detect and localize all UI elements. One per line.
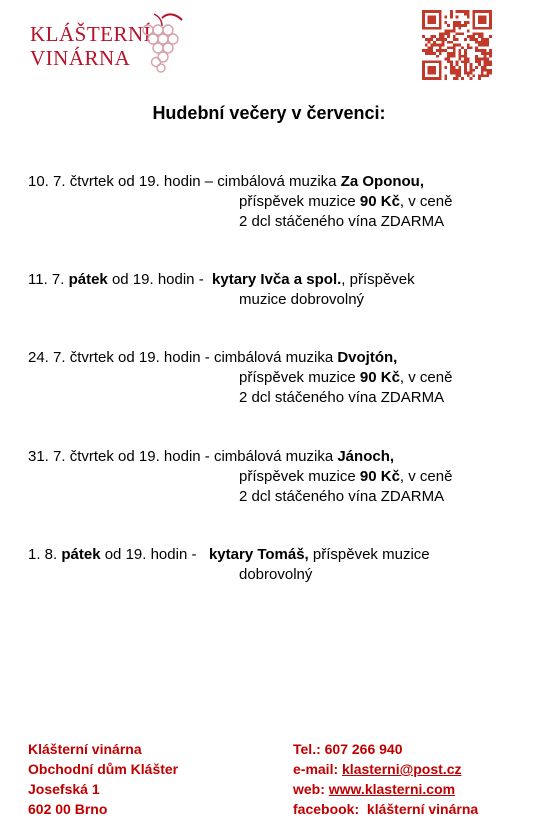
event-time: od 19. hodin - cimbálová muzika	[113, 349, 338, 366]
event-text: , v ceně	[399, 193, 453, 210]
event-price: 90 Kč	[359, 369, 400, 386]
event-line	[28, 447, 452, 467]
event-time: od 19. hodin - cimbálová muzika	[113, 448, 338, 465]
event-day: pátek	[61, 546, 101, 563]
event-band: kytary Tomáš,	[208, 546, 309, 563]
logo-text-line1: KLÁŠTERNÍ	[30, 22, 152, 46]
page-title: Hudební večery v červenci:	[152, 103, 386, 123]
email-row	[293, 759, 478, 779]
event-item	[28, 270, 415, 310]
event-item	[28, 447, 452, 507]
event-date: 1. 8.	[28, 546, 58, 563]
grape-icon	[132, 10, 188, 76]
venue-city: 602 00 Brno	[28, 801, 108, 817]
event-price: 90 Kč	[359, 193, 400, 210]
event-day: čtvrtek	[69, 448, 114, 465]
event-line	[28, 545, 430, 565]
email-label: e-mail:	[293, 761, 343, 777]
footer-address	[28, 739, 178, 819]
phone: Tel.: 607 266 940	[293, 741, 403, 757]
logo-text-line2: VINÁRNA	[30, 46, 131, 70]
facebook: facebook: klášterní vinárna	[293, 801, 479, 817]
event-time: od 19. hodin -	[107, 271, 213, 288]
event-line: muzice dobrovolný	[239, 291, 365, 308]
logo	[28, 10, 188, 76]
event-time: od 19. hodin -	[100, 546, 209, 563]
event-item	[28, 172, 452, 232]
qr-code-icon	[422, 10, 492, 80]
event-date: 11. 7.	[28, 271, 65, 288]
event-line	[28, 270, 415, 290]
footer-contact	[293, 739, 478, 819]
event-text: příspěvek muzice	[239, 369, 360, 386]
event-line: 2 dcl stáčeného vína ZDARMA	[239, 488, 445, 505]
event-line	[28, 467, 452, 487]
web-label: web:	[293, 781, 329, 797]
event-band: kytary Ivča a spol.	[212, 271, 342, 288]
venue-street: Josefská 1	[28, 781, 100, 797]
event-text: příspěvek muzice	[239, 468, 360, 485]
event-line: dobrovolný	[239, 566, 313, 583]
event-date: 31. 7.	[28, 448, 66, 465]
event-line	[28, 192, 452, 212]
web-row	[293, 779, 478, 799]
event-text: příspěvek muzice	[239, 193, 360, 210]
event-text: , v ceně	[399, 369, 453, 386]
event-date: 24. 7.	[28, 349, 66, 366]
event-time: od 19. hodin – cimbálová muzika	[113, 173, 341, 190]
event-line	[28, 172, 452, 192]
event-day: čtvrtek	[69, 349, 114, 366]
event-text: , v ceně	[399, 468, 453, 485]
event-line: 2 dcl stáčeného vína ZDARMA	[239, 213, 445, 230]
event-band: Jánoch,	[337, 448, 395, 465]
event-price: 90 Kč	[359, 468, 400, 485]
event-line	[28, 368, 452, 388]
event-date: 10. 7.	[28, 173, 66, 190]
event-item	[28, 348, 452, 408]
web-link[interactable]: www.klasterni.com	[328, 781, 456, 797]
venue-name: Klášterní vinárna	[28, 741, 142, 757]
venue-building: Obchodní dům Klášter	[28, 761, 179, 777]
event-line: 2 dcl stáčeného vína ZDARMA	[239, 389, 445, 406]
event-text: příspěvek muzice	[308, 546, 430, 563]
event-line	[28, 348, 452, 368]
event-band: Dvojtón,	[337, 349, 398, 366]
email-link[interactable]: klasterni@post.cz	[342, 761, 462, 777]
event-band: Za Oponou,	[340, 173, 425, 190]
event-day: čtvrtek	[69, 173, 114, 190]
event-day: pátek	[68, 271, 108, 288]
event-text: , příspěvek	[341, 271, 415, 288]
event-item	[28, 545, 430, 585]
